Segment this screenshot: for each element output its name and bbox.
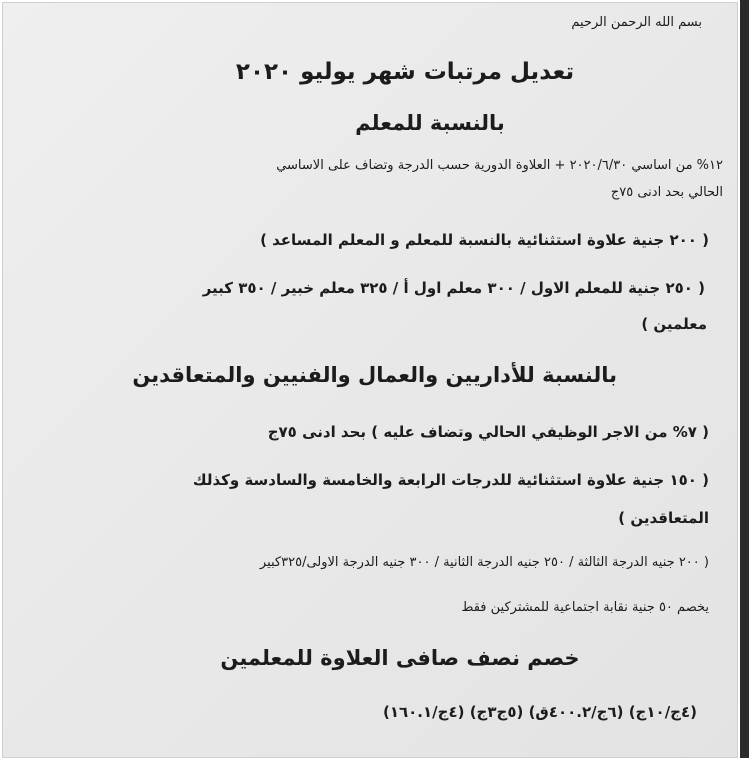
teachers-line-5: معلمين ) [641,315,707,333]
document-title: تعديل مرتبات شهر يوليو ٢٠٢٠ [235,59,575,85]
teachers-line-4: ( ٢٥٠ جنية للمعلم الاول / ٣٠٠ معلم اول أ / ٣٢٥ معلم خبير / ٣٥٠ كبير [202,279,705,297]
photo-edge-right [740,0,749,762]
section-heading-teachers: بالنسبة للمعلم [355,111,505,135]
admin-line-4: ( ٢٠٠ جنيه الدرجة الثالثة / ٢٥٠ جنيه الدرجة الثانية / ٣٠٠ جنيه الدرجة الاولى/٣٢٥كبير [259,555,709,570]
teachers-line-2: الحالي بحد ادنى ٧٥ج [610,185,723,200]
photo-edge-bottom [0,758,749,762]
admin-line-2: ( ١٥٠ جنية علاوة استثنائية للدرجات الرابعة والخامسة والسادسة وكذلك [192,471,709,489]
admin-line-3: المتعاقدين ) [618,509,709,527]
document-page [2,2,738,758]
teachers-line-1: ١٢% من اساسي ٢٠٢٠/٦/٣٠ + العلاوة الدورية حسب الدرجة وتضاف على الاساسي [276,158,723,173]
section-heading-admin: بالنسبة للأداريين والعمال والفنيين والمتعاقدين [132,363,617,387]
teachers-line-3: ( ٢٠٠ جنية علاوة استثنائية بالنسبة للمعلم و المعلم المساعد ) [260,231,709,249]
section-heading-deduction: خصم نصف صافى العلاوة للمعلمين [220,646,580,670]
admin-line-1: ( ٧% من الاجر الوظيفي الحالي وتضاف عليه ) بحد ادنى ٧٥ج [267,423,709,441]
deduction-codes-line: (٤ج/١٠ج) (٦ج/٤٠٠.٢ق) (٥ج٣ج) (٤ج/١٦٠.١) [382,703,697,721]
admin-line-5: يخصم ٥٠ جنية نقابة اجتماعية للمشتركين فقط [461,600,709,615]
basmala: بسم الله الرحمن الرحيم [571,15,702,30]
